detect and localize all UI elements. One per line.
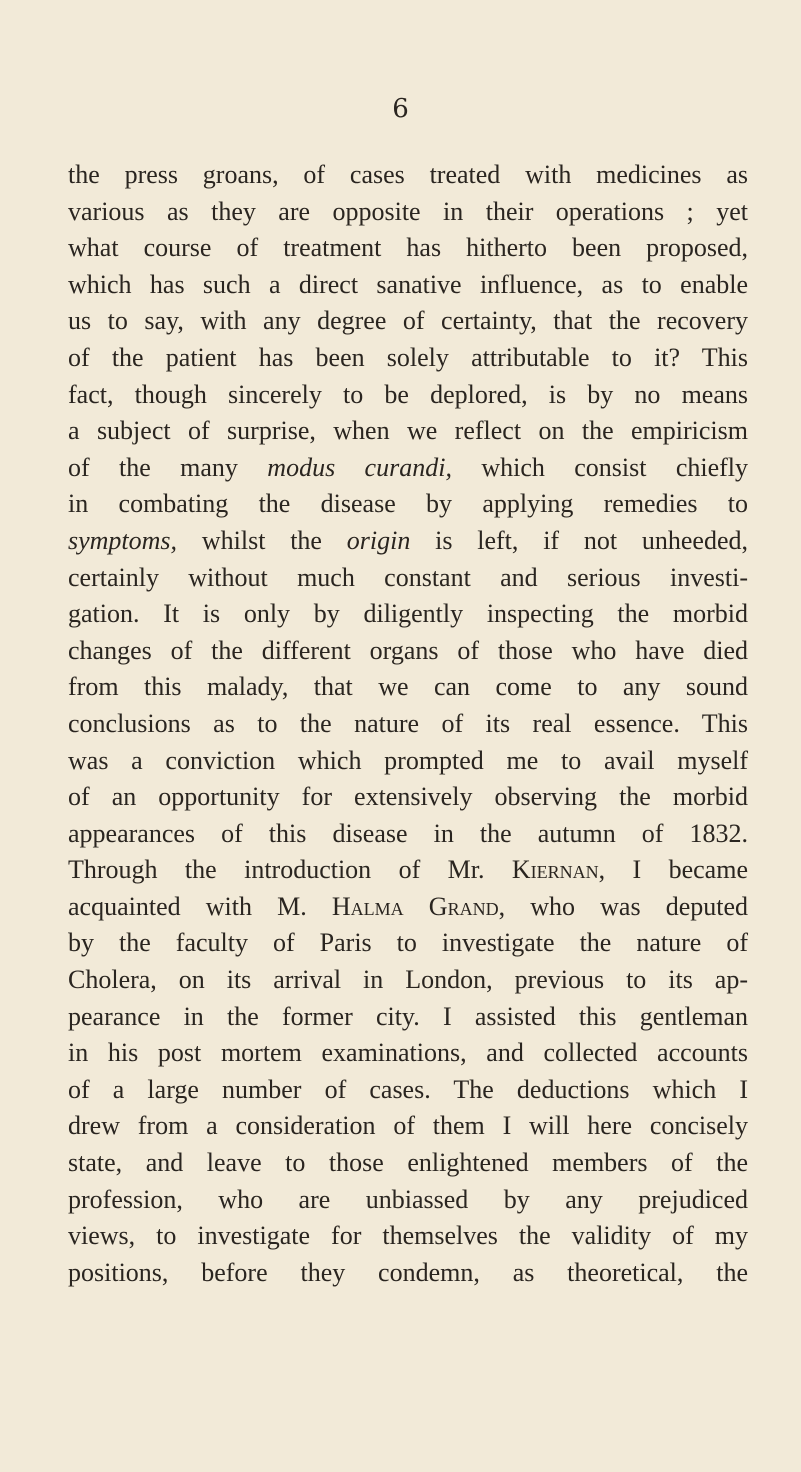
- text-run: what course of treatment has hitherto been proposed,: [68, 233, 748, 263]
- text-line: [68, 1182, 748, 1219]
- text-run: which has such a direct sanative influence, as to enable: [68, 269, 748, 299]
- text-run: pearance in the former city. I assisted this gentleman: [68, 1001, 748, 1031]
- text-run: fact, though sincerely to be deplored, is by no means: [68, 379, 748, 409]
- text-run: acquainted with M.: [68, 891, 332, 921]
- text-line: [68, 999, 748, 1036]
- text-line: [68, 230, 748, 267]
- italic-text: origin: [346, 525, 411, 555]
- text-run: of an opportunity for extensively observing the morbid: [68, 782, 748, 812]
- text-run: Cholera, on its arrival in London, previous to its ap-: [68, 965, 748, 995]
- text-run: , I became: [598, 855, 748, 885]
- text-line: [68, 1072, 748, 1109]
- text-run: of a large number of cases. The deductions which I: [68, 1074, 748, 1104]
- text-run: a subject of surprise, when we reflect on the empiricism: [68, 416, 748, 446]
- text-run: the press groans, of cases treated with medicines as: [68, 160, 748, 189]
- text-line: [68, 633, 748, 670]
- small-caps-name: Halma Grand: [331, 891, 499, 921]
- text-run: was a conviction which prompted me to avail myself: [68, 745, 748, 775]
- text-line: [68, 450, 748, 487]
- text-line: [68, 669, 748, 706]
- text-line: [68, 779, 748, 816]
- body-text: [68, 157, 748, 1291]
- text-run: of the many: [68, 452, 268, 482]
- text-run: , who was deputed: [498, 891, 749, 921]
- text-line: [68, 157, 748, 194]
- text-line: [68, 267, 748, 304]
- text-line: [68, 1255, 748, 1292]
- text-run: state, and leave to those enlightened members of the: [68, 1148, 748, 1178]
- text-line: [68, 816, 748, 853]
- page-number: 6: [392, 94, 409, 124]
- text-run: conclusions as to the nature of its real essence. This: [68, 708, 748, 738]
- text-line: [68, 1145, 748, 1182]
- text-line: [68, 706, 748, 743]
- text-line: [68, 413, 748, 450]
- text-run: Through the introduction of Mr.: [68, 855, 512, 885]
- text-run: various as they are opposite in their operations ; yet: [68, 196, 748, 226]
- text-line: [68, 340, 748, 377]
- text-line: [68, 889, 748, 926]
- text-run: in his post mortem examinations, and collected accounts: [68, 1038, 748, 1068]
- italic-text: modus curandi,: [267, 452, 452, 482]
- text-run: profession, who are unbiassed by any prejudiced: [68, 1184, 748, 1214]
- text-line: [68, 743, 748, 780]
- text-run: from this malady, that we can come to any sound: [68, 672, 748, 702]
- text-run: us to say, with any degree of certainty, that the recovery: [68, 306, 748, 336]
- italic-text: symptoms,: [68, 525, 178, 555]
- text-line: [68, 377, 748, 414]
- text-line: [68, 925, 748, 962]
- small-caps-name: Kiernan: [511, 855, 599, 885]
- text-run: drew from a consideration of them I will here concisely: [68, 1111, 748, 1141]
- text-line: [68, 1108, 748, 1145]
- text-run: gation. It is only by diligently inspecting the morbid: [68, 599, 748, 629]
- text-line: [68, 523, 748, 560]
- text-run: is left, if not unheeded,: [410, 525, 748, 555]
- text-run: by the faculty of Paris to investigate the nature of: [68, 928, 748, 958]
- text-line: [68, 303, 748, 340]
- text-line: [68, 1218, 748, 1255]
- text-line: [68, 560, 748, 597]
- text-line: [68, 852, 748, 889]
- text-run: whilst the: [177, 525, 347, 555]
- text-line: [68, 194, 748, 231]
- text-run: which consist chiefly: [451, 452, 749, 482]
- text-run: positions, before they condemn, as theoretical, the: [68, 1257, 748, 1287]
- text-run: in combating the disease by applying remedies to: [68, 489, 748, 519]
- text-run: views, to investigate for themselves the validity of my: [68, 1221, 748, 1251]
- text-line: [68, 962, 748, 999]
- text-line: [68, 1035, 748, 1072]
- text-run: changes of the different organs of those who have died: [68, 635, 748, 665]
- text-run: of the patient has been solely attributable to it? This: [68, 342, 748, 372]
- text-run: appearances of this disease in the autumn of 1832.: [68, 818, 748, 848]
- text-line: [68, 596, 748, 633]
- text-run: certainly without much constant and serious investi-: [68, 562, 748, 592]
- text-line: [68, 486, 748, 523]
